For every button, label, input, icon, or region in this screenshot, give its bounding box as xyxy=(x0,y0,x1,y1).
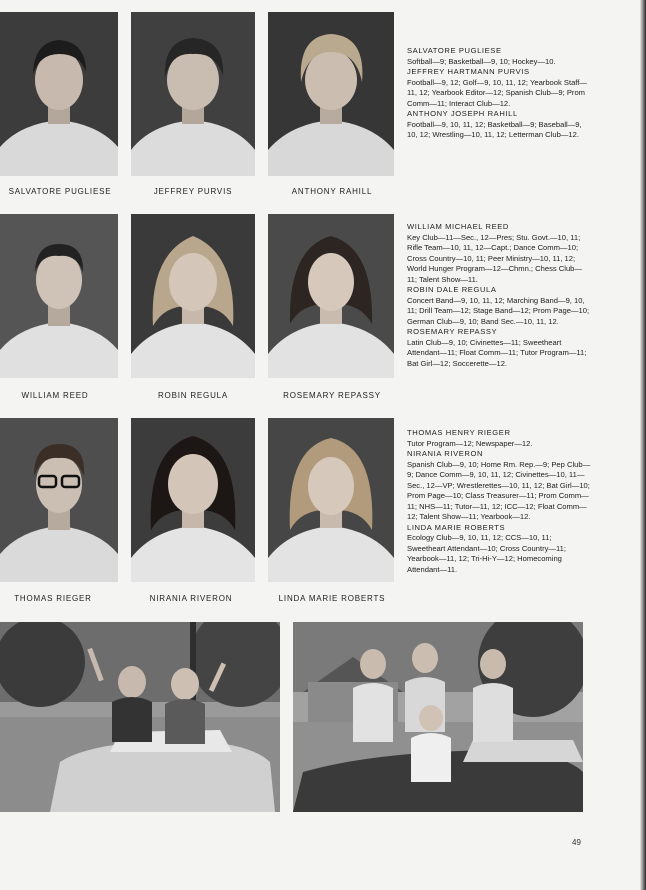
bio-name: ROSEMARY REPASSY xyxy=(407,327,498,336)
bio-text: Football—9, 10, 11, 12; Basketball—9; Baseball—9, 10, 12; Wrestling—10, 11, 12; Letterman Club—12. xyxy=(407,119,582,139)
portrait-rosemary-repassy xyxy=(268,214,394,378)
caption-linda-marie-roberts: LINDA MARIE ROBERTS xyxy=(278,594,386,603)
bio-name: SALVATORE PUGLIESE xyxy=(407,46,502,55)
bio-text: Latin Club—9, 10; Civinettes—11; Sweetheart Attendant—11; Float Comm—11; Tutor Program—11; Bat Girl—12; Soccerette—12. xyxy=(407,337,587,368)
parade-photo-right xyxy=(293,622,583,812)
bio-name: ROBIN DALE REGULA xyxy=(407,285,497,294)
bio-text: Concert Band—9, 10, 11, 12; Marching Band—9, 10, 11; Drill Team—12; Stage Band—12; Prom Page—10; German Club—9, 10; Band Sec.—10, 11, 12. xyxy=(407,295,590,326)
portrait-william-reed xyxy=(0,214,118,378)
bio-text: Key Club—11—Sec., 12—Pres; Stu. Govt.—10, 11; Rifle Team—10, 11, 12—Capt.; Dance Comm—10; Cross Country—10, 11; Peer Ministry—10, 11, 12; World Hunger Program—12—Chmn.; Chess Club—11; Talent Show—11. xyxy=(407,232,583,284)
portrait-thomas-rieger xyxy=(0,418,118,582)
portrait-nirania-riveron xyxy=(131,418,255,582)
bio-name: NIRANIA RIVERON xyxy=(407,449,484,458)
caption-robin-regula: ROBIN REGULA xyxy=(157,391,229,400)
bio-text: Football—9, 12; Golf—9, 10, 11, 12; Yearbook Staff—11, 12; Yearbook Editor—12; Spanish Club—9; Prom Comm—11; Interact Club—12. xyxy=(407,77,587,108)
caption-thomas-rieger: THOMAS RIEGER xyxy=(14,594,92,603)
bios-row-1 xyxy=(407,46,591,141)
caption-jeffrey-purvis: JEFFREY PURVIS xyxy=(153,187,233,196)
portrait-linda-marie-roberts xyxy=(268,418,394,582)
caption-rosemary-repassy: ROSEMARY REPASSY xyxy=(283,391,381,400)
page-number: 49 xyxy=(572,838,581,847)
portrait-anthony-rahill xyxy=(268,12,394,176)
caption-salvatore-pugliese: SALVATORE PUGLIESE xyxy=(8,187,112,196)
bios-row-2 xyxy=(407,222,591,369)
bio-name: LINDA MARIE ROBERTS xyxy=(407,522,506,532)
bio-text: Tutor Program—12; Newspaper—12. xyxy=(407,438,533,448)
bio-text: Ecology Club—9, 10, 11, 12; CCS—10, 11; Sweetheart Attendant—10; Cross Country—11; Yearbook—11, 12; Tri-Hi-Y—12; Homecoming Attendant—11. xyxy=(407,533,566,574)
bio-name: JEFFREY HARTMANN PURVIS xyxy=(407,67,530,76)
bios-row-3 xyxy=(407,428,591,575)
bio-name: THOMAS HENRY RIEGER xyxy=(407,428,511,437)
parade-photo-left xyxy=(0,622,280,812)
bio-name: ANTHONY JOSEPH RAHILL xyxy=(407,109,518,118)
bio-text: Softball—9; Basketball—9, 10; Hockey—10. xyxy=(407,56,556,66)
caption-nirania-riveron: NIRANIA RIVERON xyxy=(149,594,233,603)
bio-text: Spanish Club—9, 10; Home Rm. Rep.—9; Pep Club—9; Dance Comm—9, 10, 11, 12; Civinettes—10, 11—Sec., 12—VP; Wrestlerettes—10, 11, 12; Bat Girl—10; Prom Page—10; Class Treasurer—11; Prom Comm—11; NHS—11; Tutor—11, 12; ICC—12; Float Comm—12; Talent Show—11; Yearbook—12. xyxy=(407,459,591,521)
portrait-robin-regula xyxy=(131,214,255,378)
portrait-jeffrey-purvis xyxy=(131,12,255,176)
caption-anthony-rahill: ANTHONY RAHILL xyxy=(291,187,373,196)
page-edge-shadow xyxy=(640,0,646,890)
bio-name: WILLIAM MICHAEL REED xyxy=(407,222,510,231)
caption-william-reed: WILLIAM REED xyxy=(21,391,89,400)
portrait-salvatore-pugliese xyxy=(0,12,118,176)
